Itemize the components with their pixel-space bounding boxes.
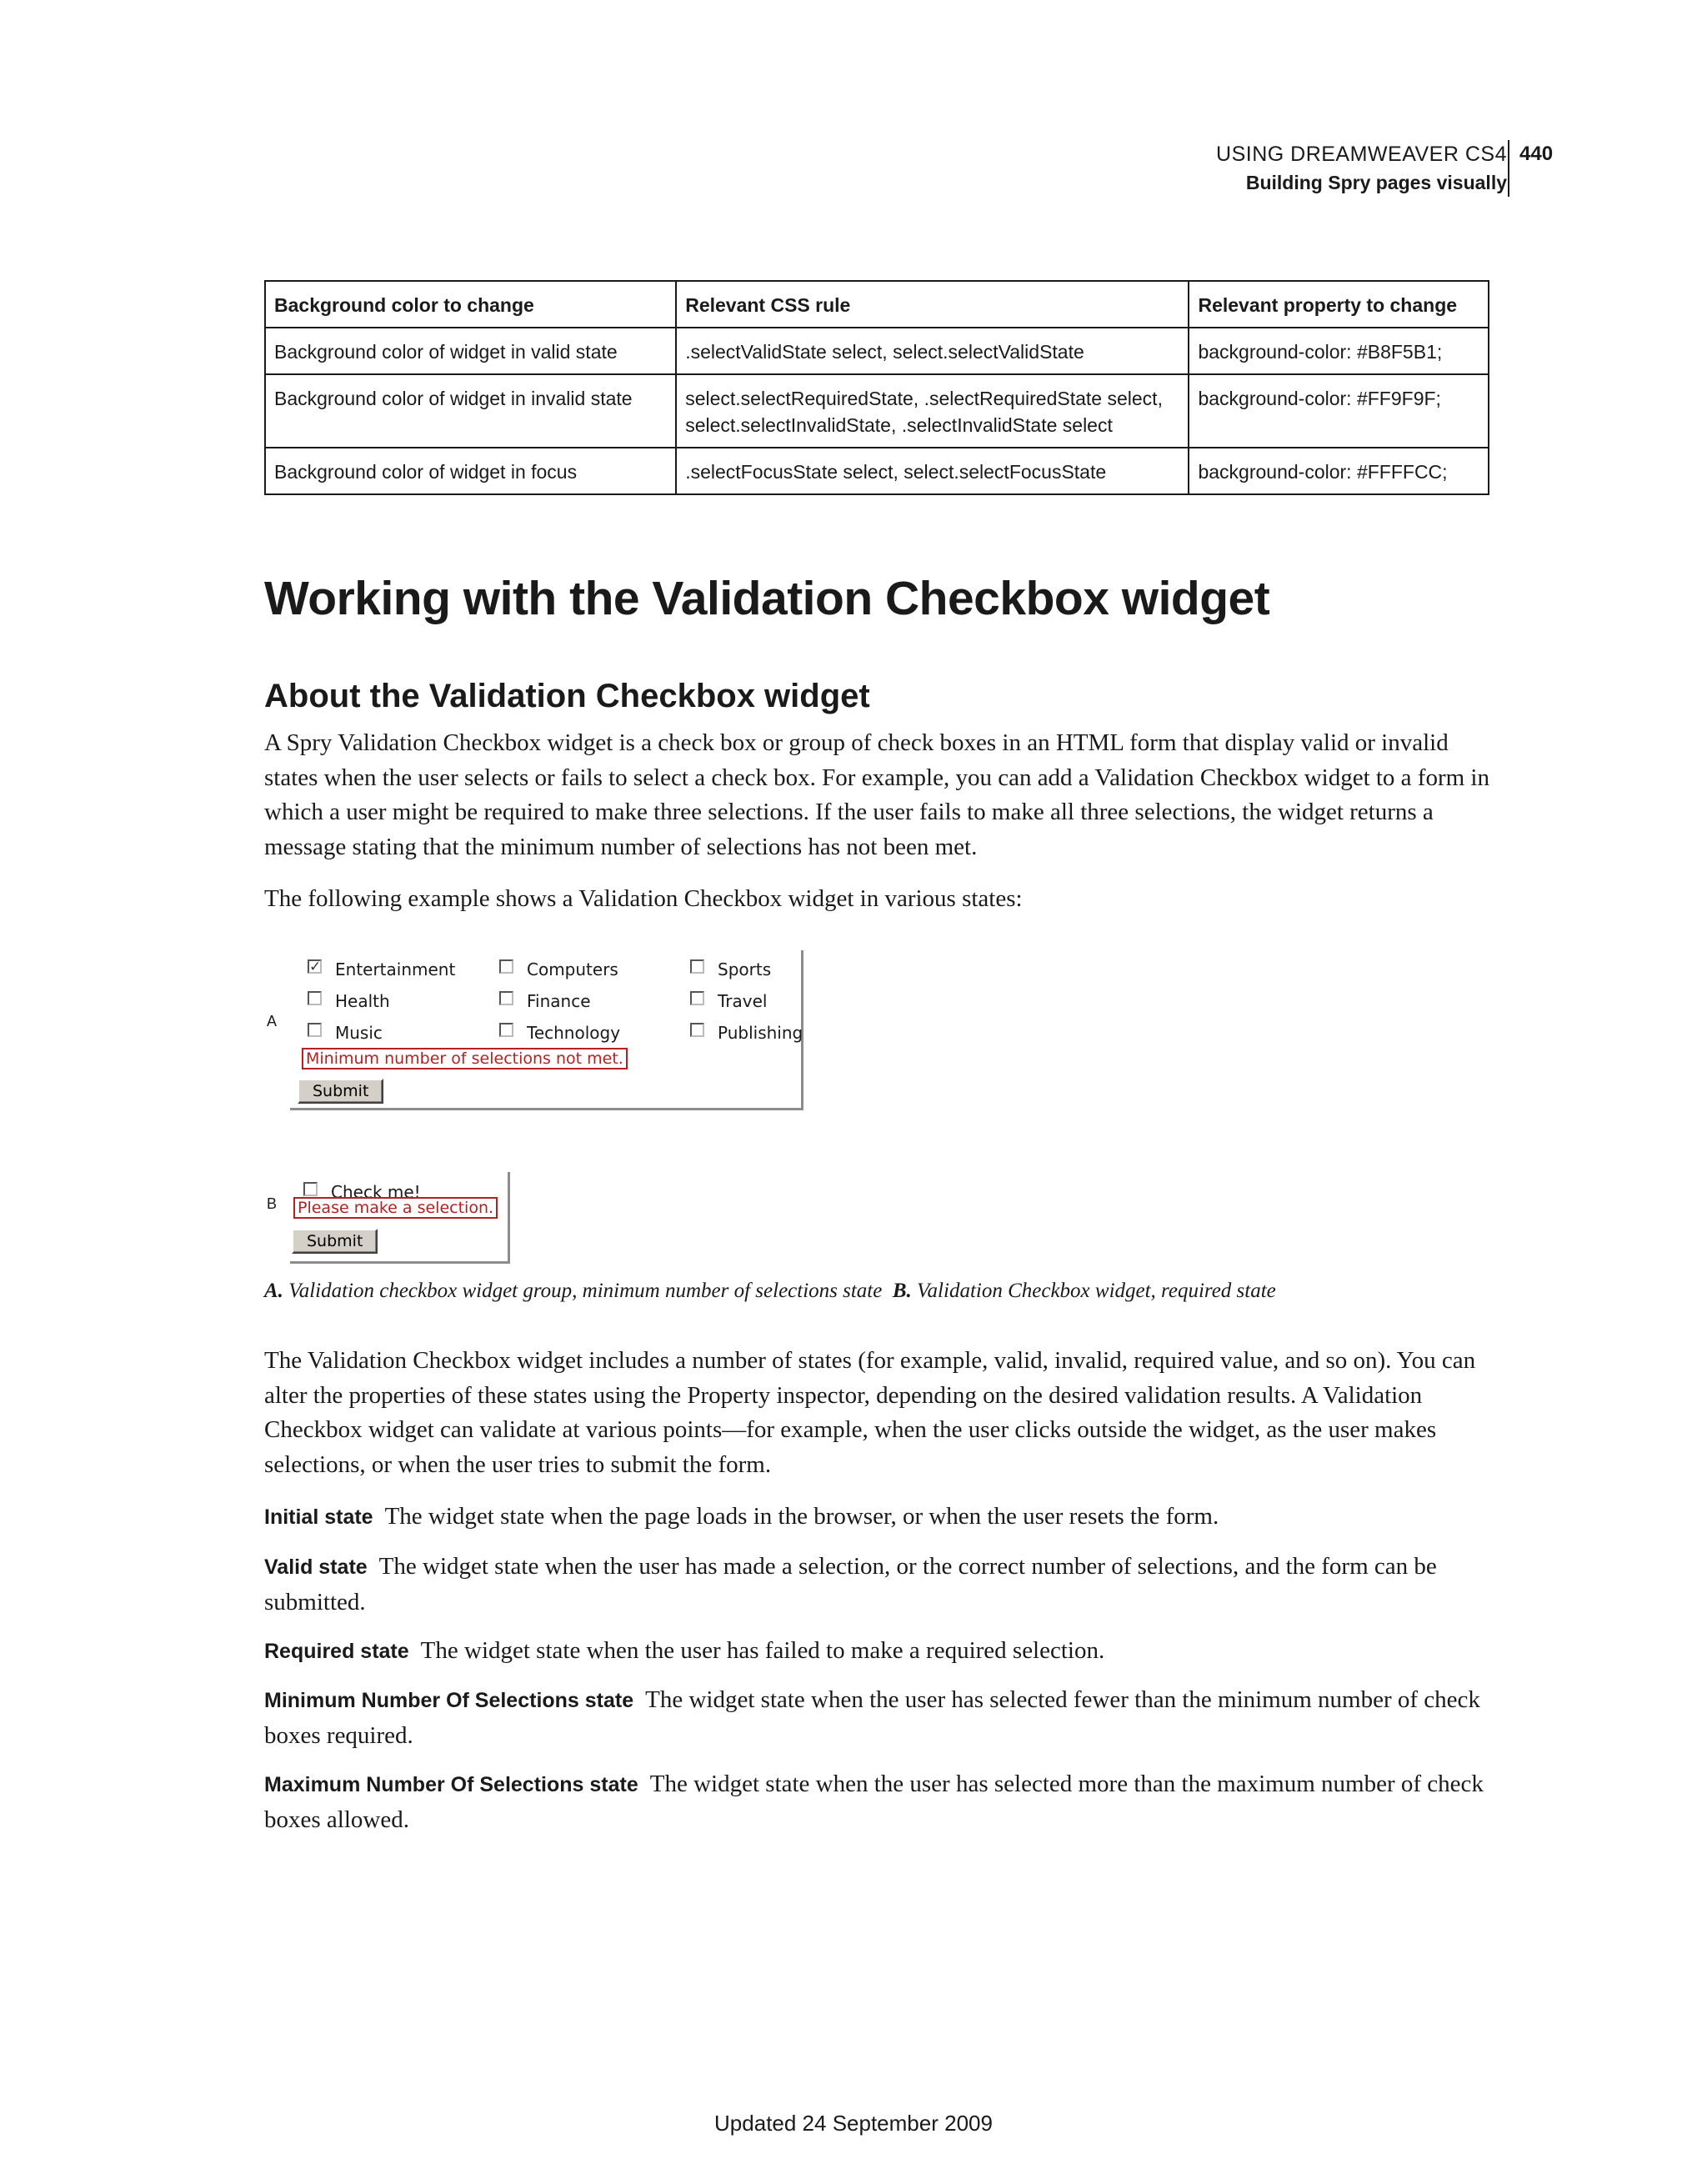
figure-a-widget-group xyxy=(290,950,803,1110)
table-cell: background-color: #FFFFCC; xyxy=(1189,448,1489,494)
checkbox-label: Entertainment xyxy=(335,959,456,979)
table-cell: .selectValidState select, select.selectValidState xyxy=(676,328,1189,374)
checkbox-checked-icon xyxy=(308,959,322,974)
definition-term: Required state xyxy=(264,1640,409,1663)
definition-text: The widget state when the page loads in the browser, or when the user resets the form. xyxy=(384,1503,1219,1530)
definition-minimum-selections-state xyxy=(264,1683,1498,1753)
table-cell: background-color: #B8F5B1; xyxy=(1189,328,1489,374)
definition-term: Initial state xyxy=(264,1505,373,1529)
checkbox-icon xyxy=(690,1023,704,1037)
caption-label-a: A. xyxy=(264,1280,283,1302)
states-paragraph: The Validation Checkbox widget includes a number of states (for example, valid, invalid, required value, and so on). You can alter the properties of these states using the Property inspector, depending on the desired validation results. A Validation Checkbox widget can validate at various points—for example, when the user clicks outside the widget, as the user makes selections, or when the user tries to submit the form. xyxy=(264,1347,1476,1478)
header-text xyxy=(1216,140,1507,197)
checkbox-icon xyxy=(690,991,704,1005)
caption-text-a: Validation checkbox widget group, minimum number of selections state xyxy=(288,1280,883,1302)
checkbox-label: Sports xyxy=(718,959,772,979)
checkbox-label: Music xyxy=(335,1023,383,1043)
checkbox-label: Travel xyxy=(718,991,768,1011)
table-row xyxy=(265,328,1489,374)
checkbox-icon xyxy=(499,959,513,974)
checkbox-label: Publishing xyxy=(718,1023,803,1043)
figure-b-widget xyxy=(290,1172,510,1264)
table-header-cell: Relevant property to change xyxy=(1189,281,1489,328)
caption-text-b: Validation Checkbox widget, required state xyxy=(917,1280,1276,1302)
table-header-cell: Background color to change xyxy=(265,281,676,328)
checkbox-label: Technology xyxy=(527,1023,621,1043)
example-intro-paragraph: The following example shows a Validation Checkbox widget in various states: xyxy=(264,885,1023,912)
checkbox-icon xyxy=(690,959,704,974)
figure-label-b: B xyxy=(267,1195,278,1212)
table-cell: background-color: #FF9F9F; xyxy=(1189,374,1489,448)
checkbox-label: Finance xyxy=(527,991,591,1011)
checkbox-icon xyxy=(499,1023,513,1037)
table-cell: Background color of widget in invalid state xyxy=(265,374,676,448)
caption-label-b: B. xyxy=(892,1280,912,1302)
header-subtitle: Building Spry pages visually xyxy=(1245,172,1507,193)
definition-text: The widget state when the user has selected fewer than the minimum number of check boxes required. xyxy=(264,1686,1480,1749)
submit-button[interactable]: Submit xyxy=(298,1079,383,1104)
table-cell: select.selectRequiredState, .selectRequiredState select, select.selectInvalidState, .selectInvalidState select xyxy=(676,374,1189,448)
css-rules-table xyxy=(264,280,1489,495)
checkbox-technology[interactable] xyxy=(499,1023,620,1043)
sub-title: About the Validation Checkbox widget xyxy=(264,678,870,714)
definition-text: The widget state when the user has selected more than the maximum number of check boxes allowed. xyxy=(264,1771,1484,1833)
intro-paragraph: A Spry Validation Checkbox widget is a check box or group of check boxes in an HTML form that display valid or invalid states when the user selects or fails to select a check box. For example, you can add a Validation Checkbox widget to a form in which a user might be required to make three selections. If the user fails to make all three selections, the widget returns a message stating that the minimum number of selections has not been met. xyxy=(264,729,1489,860)
figure-label-a: A xyxy=(267,1013,278,1029)
checkbox-computers[interactable] xyxy=(499,959,618,979)
footer-updated-date: Updated 24 September 2009 xyxy=(714,2111,993,2136)
definition-required-state xyxy=(264,1634,1498,1670)
checkbox-icon xyxy=(308,1023,322,1037)
table-cell: Background color of widget in valid state xyxy=(265,328,676,374)
definition-text: The widget state when the user has made a selection, or the correct number of selections, and the form can be submitted. xyxy=(264,1553,1437,1615)
definition-term: Minimum Number Of Selections state xyxy=(264,1689,634,1712)
min-selections-error: Minimum number of selections not met. xyxy=(302,1048,628,1069)
table-header-cell: Relevant CSS rule xyxy=(676,281,1189,328)
checkbox-label: Check me! xyxy=(331,1182,421,1202)
definition-initial-state xyxy=(264,1500,1498,1535)
page-number: 440 xyxy=(1519,143,1554,165)
checkbox-publishing[interactable] xyxy=(690,1023,803,1043)
section-title: Working with the Validation Checkbox widget xyxy=(264,572,1270,625)
checkbox-label: Health xyxy=(335,991,390,1011)
definition-term: Maximum Number Of Selections state xyxy=(264,1773,638,1796)
definition-term: Valid state xyxy=(264,1555,368,1579)
table-cell: .selectFocusState select, select.selectFocusState xyxy=(676,448,1189,494)
header-divider xyxy=(1508,140,1509,197)
header-title: USING DREAMWEAVER CS4 xyxy=(1216,143,1507,166)
table-cell: Background color of widget in focus xyxy=(265,448,676,494)
table-header-row xyxy=(265,281,1489,328)
definition-valid-state xyxy=(264,1550,1498,1620)
checkbox-entertainment[interactable] xyxy=(308,959,455,979)
checkbox-icon xyxy=(308,991,322,1005)
submit-button[interactable]: Submit xyxy=(292,1229,378,1254)
definition-text: The widget state when the user has failed to make a required selection. xyxy=(420,1637,1105,1664)
checkbox-travel[interactable] xyxy=(690,991,767,1011)
checkbox-sports[interactable] xyxy=(690,959,771,979)
checkbox-icon xyxy=(499,991,513,1005)
figure-caption xyxy=(264,1277,1276,1305)
required-error: Please make a selection. xyxy=(293,1197,498,1219)
checkbox-icon xyxy=(303,1182,318,1196)
checkbox-label: Computers xyxy=(527,959,618,979)
table-row xyxy=(265,374,1489,448)
definition-maximum-selections-state xyxy=(264,1767,1498,1837)
checkbox-finance[interactable] xyxy=(499,991,591,1011)
table-row xyxy=(265,448,1489,494)
checkbox-health[interactable] xyxy=(308,991,390,1011)
checkbox-music[interactable] xyxy=(308,1023,383,1043)
